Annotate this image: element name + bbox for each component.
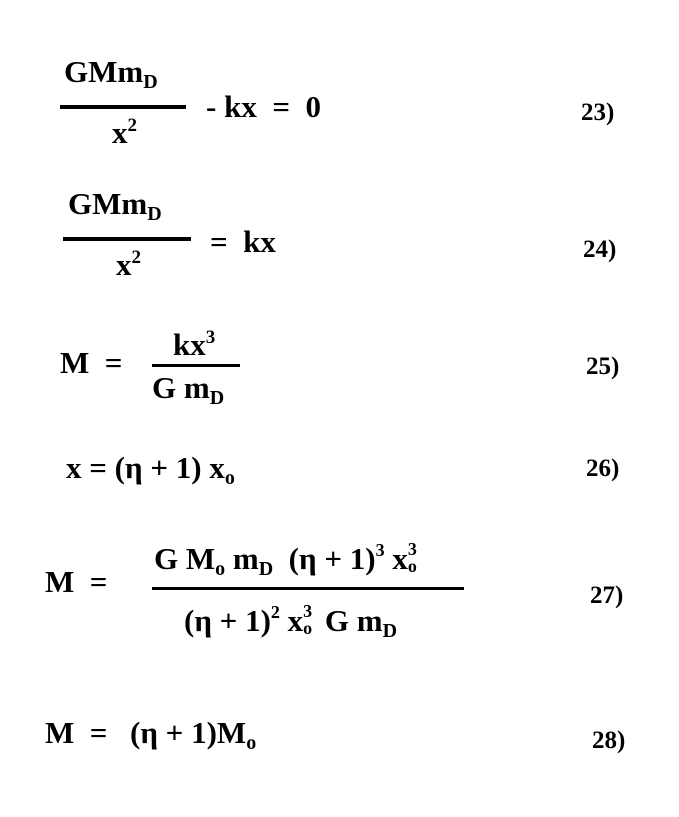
eq23-fraction-bar: [60, 105, 186, 109]
eq25-numerator: [173, 329, 215, 360]
eq27-num-g: G: [154, 541, 179, 576]
eq25-num-sup: 3: [205, 327, 216, 348]
eq28-number: 28): [592, 727, 626, 754]
eq27-num-mo-sub: o: [215, 558, 226, 580]
eq25-den-m: m: [183, 370, 210, 405]
eq24-num-sub: D: [147, 203, 162, 225]
eq27-denominator: [184, 601, 398, 642]
eq23-num-base: GMm: [64, 54, 144, 89]
eq25-denominator: [152, 370, 225, 409]
eq27-num-x-sup: 3: [407, 539, 417, 559]
eq26-sub: o: [224, 467, 235, 489]
eq25-fraction-bar: [152, 364, 240, 367]
eq28-expr: [130, 715, 257, 754]
eq28-lhs: M =: [45, 715, 108, 750]
eq27-den-paren-sup: 2: [270, 602, 280, 622]
eq24-num-base: GMm: [68, 186, 148, 221]
eq27-den-paren: (η + 1): [184, 603, 271, 638]
eq24-den-base: x: [116, 247, 132, 282]
eq27-fraction-bar: [152, 587, 464, 590]
eq27-num-x: x: [392, 541, 408, 576]
eq26-expr: [66, 450, 235, 489]
eq27-num-x-sub: o: [407, 556, 417, 576]
eq25-den-g: G: [152, 370, 177, 405]
eq26-expr-text: x = (η + 1) x: [66, 450, 225, 485]
eq27-den-md-sub: D: [382, 620, 398, 642]
eq24-denominator: [116, 249, 141, 280]
eq23-number: 23): [581, 99, 615, 126]
eq27-num-md: m: [232, 541, 259, 576]
eq23-denominator: [112, 117, 137, 148]
eq23-numerator: [64, 54, 158, 93]
eq23-den-sup: 2: [127, 115, 137, 136]
eq27-den-md: m: [356, 603, 383, 638]
eq25-den-sub: D: [209, 387, 225, 409]
eq27-lhs: M =: [45, 564, 108, 599]
eq24-fraction-bar: [63, 237, 191, 241]
eq28-expr-text: (η + 1)M: [130, 715, 247, 750]
eq28-sub: o: [246, 732, 257, 754]
eq25-num-base: kx: [173, 327, 206, 362]
eq23-den-base: x: [112, 115, 128, 150]
eq23-num-sub: D: [143, 71, 158, 93]
eq27-numerator: [154, 539, 420, 580]
eq26-number: 26): [586, 455, 620, 482]
eq27-den-x: x: [287, 603, 304, 638]
eq25-number: 25): [586, 353, 620, 380]
eq24-den-sup: 2: [131, 247, 141, 268]
eq27-num-paren-sup: 3: [375, 540, 385, 560]
eq27-num-md-sub: D: [258, 558, 274, 580]
eq27-den-x-sup: 3: [303, 601, 313, 621]
eq24-rhs: = kx: [210, 224, 276, 259]
eq27-num-mo: M: [185, 541, 216, 576]
eq24-number: 24): [583, 236, 617, 263]
eq24-numerator: [68, 186, 162, 225]
eq23-rhs: - kx = 0: [206, 89, 321, 124]
eq25-lhs: M =: [60, 345, 123, 380]
eq27-den-g: G: [324, 603, 350, 638]
eq27-num-paren: (η + 1): [288, 541, 376, 576]
eq27-number: 27): [590, 582, 624, 609]
eq27-den-x-sub: o: [303, 618, 313, 638]
